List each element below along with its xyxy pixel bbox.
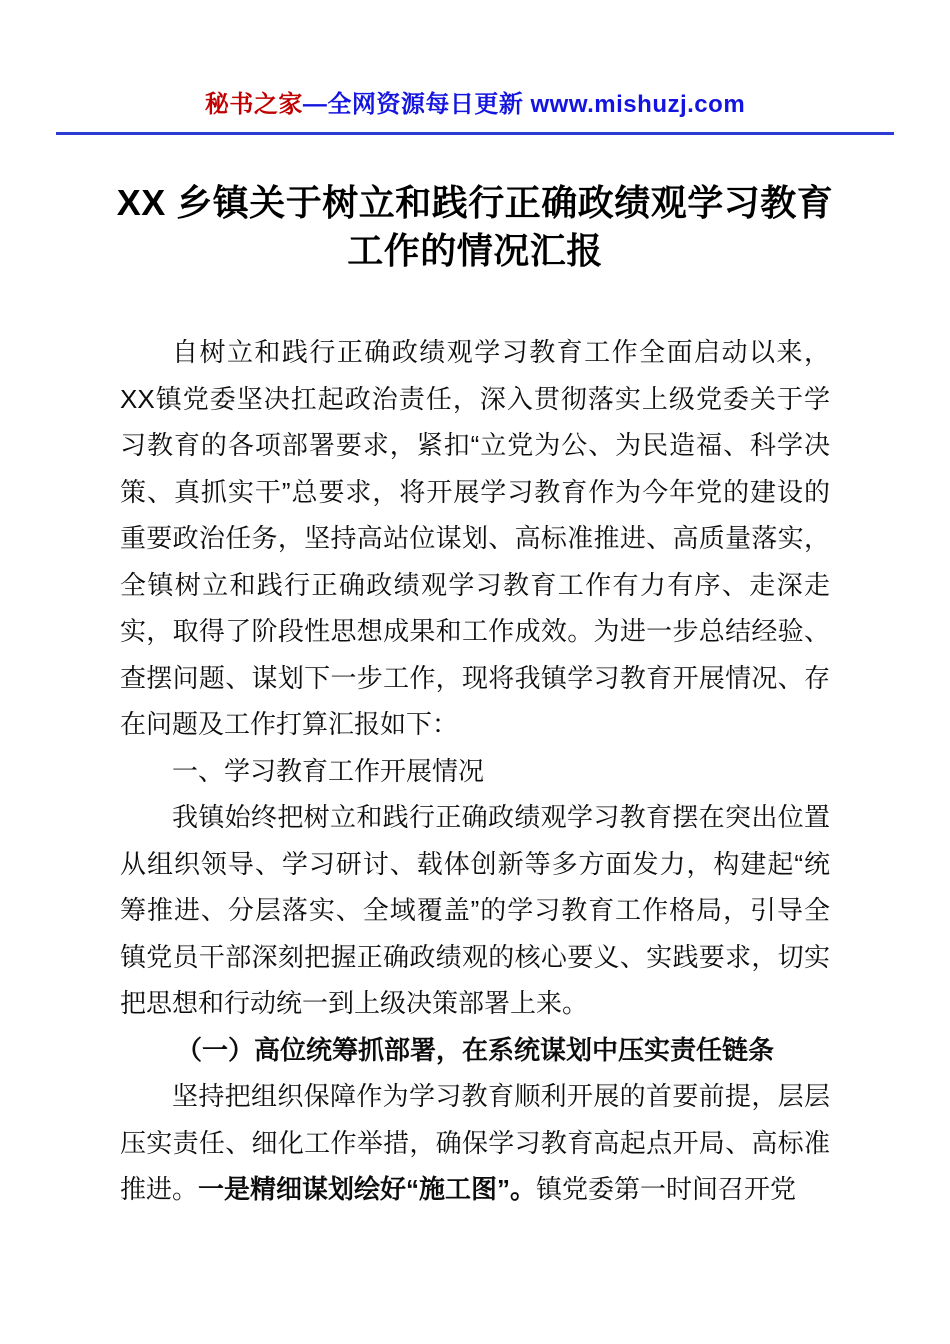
text-run: 镇党委第一时间召开党 <box>536 1174 797 1204</box>
document-body <box>120 329 830 1213</box>
section-heading-1 <box>120 748 830 795</box>
text-run: 自树立和践行正确政绩观学习教育工作全面启动以来，XX镇党委坚决扛起政治责任，深入贯彻落实上级党委关于学习教育的各项部署要求，紧扣“立党为公、为民造福、科学决策、真抓实干”总要求，将开展学习教育作为今年党的建设的重要政治任务，坚持高站位谋划、高标准推进、高质量落实，全镇树立和践行正确政绩观学习教育工作有力有序、走深走实，取得了阶段性思想成果和工作成效。为进一步总结经验、查摆问题、谋划下一步工作，现将我镇学习教育开展情况、存在问题及工作打算汇报如下： <box>120 337 830 739</box>
paragraph-sub-1 <box>120 1073 830 1213</box>
site-header <box>0 0 950 119</box>
site-brand: 秘书之家 <box>204 91 303 118</box>
document-title <box>0 179 950 275</box>
header-divider <box>56 132 894 135</box>
title-line-2: 工作的情况汇报 <box>347 230 603 271</box>
bold-run: 一是精细谋划绘好“施工图”。 <box>198 1174 537 1204</box>
paragraph-intro <box>120 329 830 748</box>
text-run: 坚持把组织保障作为学习教育顺利开展的首要前提，层层压实责任、细化工作举措，确保学习教育高起点开局、高标准推进。 <box>120 1081 830 1204</box>
site-tagline: —全网资源每日更新 <box>302 91 531 118</box>
paragraph-section-1 <box>120 794 830 1027</box>
text-run: 我镇始终把树立和践行正确政绩观学习教育摆在突出位置从组织领导、学习研讨、载体创新等多方面发力，构建起“统筹推进、分层落实、全域覆盖”的学习教育工作格局，引导全镇党员干部深刻把握正确政绩观的核心要义、实践要求，切实把思想和行动统一到上级决策部署上来。 <box>120 802 830 1018</box>
sub-heading-bold <box>120 1027 830 1074</box>
title-line-1: XX 乡镇关于树立和践行正确政绩观学习教育 <box>116 182 834 223</box>
bold-run: （一）高位统筹抓部署，在系统谋划中压实责任链条 <box>175 1034 774 1065</box>
text-run: 一、学习教育工作开展情况 <box>172 755 485 786</box>
site-url: www.mishuzj.com <box>530 91 746 118</box>
